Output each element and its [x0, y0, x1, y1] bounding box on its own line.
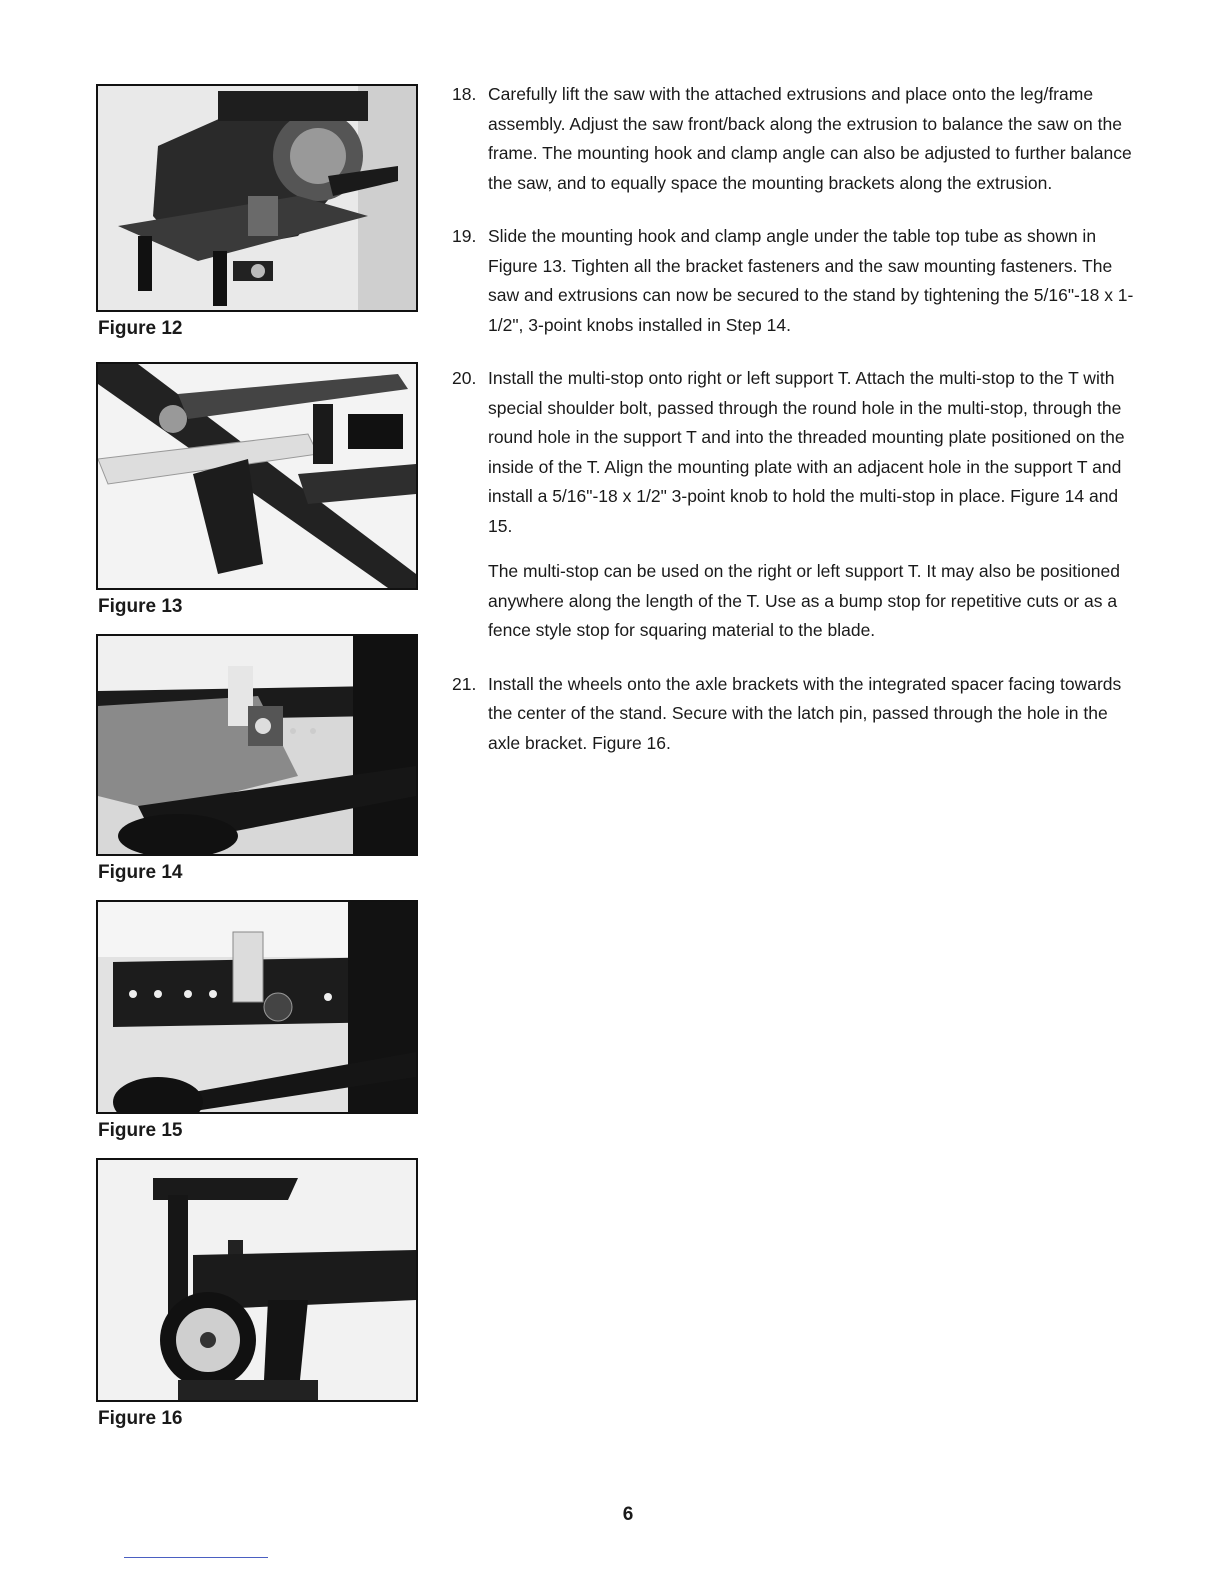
figure-16-photo: [96, 1158, 418, 1402]
step-19: [452, 222, 1142, 340]
step-body: [488, 80, 1142, 198]
multi-stop-mounted-illustration: [98, 902, 416, 1112]
figure-12-photo: [96, 84, 418, 312]
figure-13-caption: Figure 13: [98, 596, 183, 617]
figure-14-photo: [96, 634, 418, 856]
figure-16: [96, 1158, 418, 1430]
step-paragraph: Install the multi-stop onto right or left support T. Attach the multi-stop to the T with special shoulder bolt, passed through the round hole in the multi-stop, through the round hole in the support T and into the threaded mounting plate positioned on the inside of the T. Align the mounting plate with an adjacent hole in the support T and install a 5/16"-18 x 1/2" 3-point knob to hold the multi-stop in place. Figure 14 and 15.: [488, 368, 1125, 536]
step-number: 20.: [452, 368, 477, 388]
figure-12: [96, 84, 418, 340]
step-18: [452, 80, 1142, 198]
step-paragraph: Install the wheels onto the axle brackets with the integrated spacer facing towards the center of the stand. Secure with the latch pin, passed through the hole in the axle bracket. Figure 16.: [488, 673, 1122, 753]
step-body: [488, 670, 1142, 759]
step-body: [488, 222, 1142, 340]
step-21: [452, 670, 1142, 759]
wheel-axle-illustration: [98, 1160, 416, 1400]
figure-15-photo: [96, 900, 418, 1114]
multi-stop-install-illustration: [98, 636, 416, 854]
step-paragraph: Carefully lift the saw with the attached extrusions and place onto the leg/frame assembly. Adjust the saw front/back along the extrusion to balance the saw on the frame. The mounting hook and clamp angle can also be adjusted to further balance the saw, and to equally space the mounting brackets along the extrusion.: [488, 84, 1132, 193]
footer-rule: [124, 1557, 268, 1558]
figure-13-photo: [96, 362, 418, 590]
figure-12-caption: Figure 12: [98, 318, 183, 339]
figure-15-caption: Figure 15: [98, 1120, 183, 1141]
step-number: 19.: [452, 226, 477, 246]
mounting-hook-illustration: [98, 364, 416, 588]
step-paragraph: The multi-stop can be used on the right or left support T. It may also be positioned anywhere along the length of the T. Use as a bump stop for repetitive cuts or as a fence style stop for squaring material to the blade.: [488, 561, 1120, 640]
figure-16-caption: Figure 16: [98, 1408, 183, 1429]
page-number: 6: [622, 1504, 634, 1525]
step-20: [452, 364, 1142, 646]
saw-on-frame-illustration: [98, 86, 416, 310]
step-body: [488, 364, 1142, 646]
step-number: 18.: [452, 84, 477, 104]
instruction-steps: [452, 80, 1142, 782]
figure-15: [96, 900, 418, 1142]
step-number: 21.: [452, 673, 477, 694]
figure-13: [96, 362, 418, 618]
step-paragraph: Slide the mounting hook and clamp angle under the table top tube as shown in Figure 13. Tighten all the bracket fasteners and the saw mounting fasteners. The saw and extrusions can now be secured to the stand by tightening the 5/16"-18 x 1-1/2", 3-point knobs installed in Step 14.: [488, 226, 1134, 335]
figure-14: [96, 634, 418, 884]
figure-14-caption: Figure 14: [98, 862, 183, 883]
